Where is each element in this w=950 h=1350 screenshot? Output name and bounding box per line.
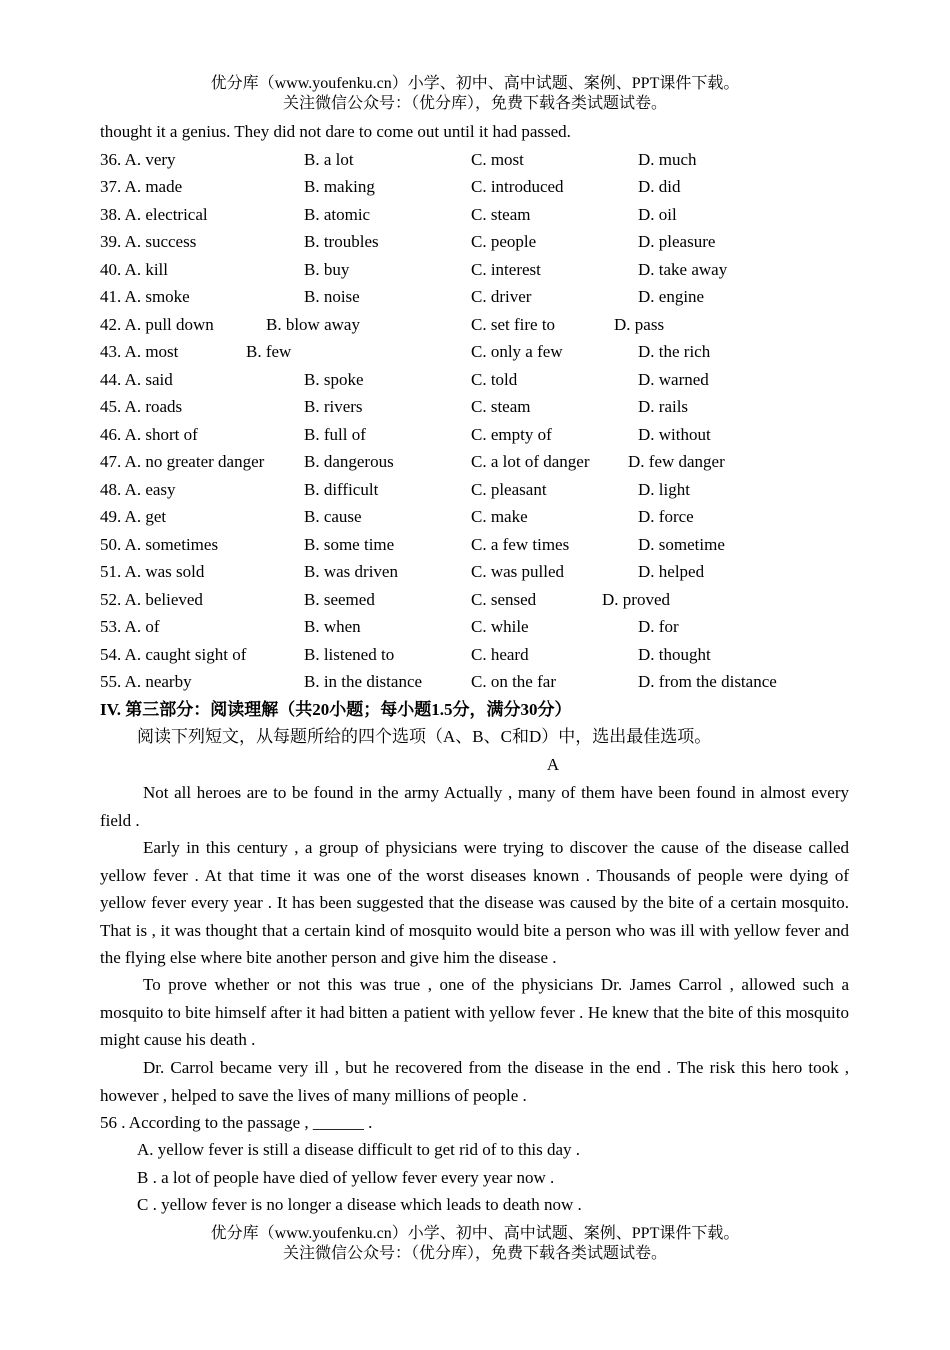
option-d: D. for [638, 617, 679, 636]
option-a: 42. A. pull down [100, 315, 214, 334]
option-b: B. making [304, 177, 375, 196]
option-d: D. force [638, 507, 694, 526]
option-b: B. listened to [304, 645, 395, 664]
option-d: D. sometime [638, 535, 725, 554]
option-b: B. buy [304, 260, 350, 279]
option-c: C. steam [471, 397, 531, 416]
option-c: C. most [471, 150, 524, 169]
option-d: D. did [638, 177, 681, 196]
option-c: C. told [471, 370, 518, 389]
option-a: 37. A. made [100, 177, 183, 196]
option-b: B. few [246, 342, 292, 361]
option-d: D. from the distance [638, 672, 777, 691]
footer-line-2: 关注微信公众号：（优分库），免费下载各类试题试卷。 [282, 1245, 667, 1262]
question-56-stem: 56 . According to the passage , ______ . [100, 1113, 373, 1132]
option-c: C. interest [471, 260, 541, 279]
passage-paragraph-2: Early in this century , a group of physicians were trying to discover the cause of the disease called yellow fever . At that time it was one of the worst diseases known . Thousands of people were dying of yellow fever every year . It has been suggested that the disease was caused by the bite of a certain mosquito. That is , it was thought that a certain kind of mosquito would bite a person who was ill with yellow fever and the flying else where bite another person and give him the disease . [100, 838, 849, 967]
option-a: 45. A. roads [100, 397, 183, 416]
question-56-option-a: A. yellow fever is still a disease difficult to get rid of to this day . [137, 1140, 581, 1159]
option-a: 50. A. sometimes [100, 535, 219, 554]
option-c: C. set fire to [471, 315, 556, 334]
option-b: B. in the distance [304, 672, 423, 691]
passage-label: A [546, 755, 560, 774]
option-b: B. blow away [266, 315, 360, 334]
option-a: 36. A. very [100, 150, 176, 169]
question-56-option-c: C . yellow fever is no longer a disease which leads to death now . [137, 1195, 582, 1214]
option-b: B. seemed [304, 590, 375, 609]
option-c: C. sensed [471, 590, 537, 609]
option-c: C. on the far [471, 672, 556, 691]
option-a: 40. A. kill [100, 260, 169, 279]
option-c: C. people [471, 232, 537, 251]
option-d: D. pleasure [638, 232, 716, 251]
option-d: D. light [638, 480, 690, 499]
passage-paragraph-3: To prove whether or not this was true , one of the physicians Dr. James Carrol , allowed such a mosquito to bite himself after it had bitten a patient with yellow fever . He knew that the bite of this mosquito might cause his death . [100, 975, 849, 1049]
option-a: 46. A. short of [100, 425, 198, 444]
section-title: IV. 第三部分：阅读理解（共20小题；每小题1.5分，满分30分） [100, 700, 572, 719]
option-d: D. engine [638, 287, 705, 306]
option-b: B. rivers [304, 397, 363, 416]
option-b: B. some time [304, 535, 395, 554]
option-a: 48. A. easy [100, 480, 176, 499]
option-d: D. pass [614, 315, 665, 334]
option-d: D. thought [638, 645, 711, 664]
option-a: 52. A. believed [100, 590, 203, 609]
option-d: D. oil [638, 205, 677, 224]
option-b: B. was driven [304, 562, 398, 581]
option-a: 53. A. of [100, 617, 160, 636]
option-b: B. when [304, 617, 361, 636]
option-c: C. was pulled [471, 562, 565, 581]
option-b: B. difficult [304, 480, 379, 499]
option-c: C. a lot of danger [471, 452, 590, 471]
option-a: 49. A. get [100, 507, 167, 526]
option-a: 54. A. caught sight of [100, 645, 247, 664]
question-56-option-b: B . a lot of people have died of yellow fever every year now . [137, 1168, 555, 1187]
option-d: D. few danger [628, 452, 725, 471]
option-b: B. atomic [304, 205, 371, 224]
option-d: D. the rich [638, 342, 711, 361]
option-d: D. proved [602, 590, 670, 609]
option-c: C. empty of [471, 425, 552, 444]
option-d: D. warned [638, 370, 709, 389]
passage-paragraph-4: Dr. Carrol became very ill , but he recovered from the disease in the end . The risk this hero took , however , helped to save the lives of many millions of people . [100, 1058, 849, 1105]
option-c: C. introduced [471, 177, 564, 196]
option-c: C. while [471, 617, 529, 636]
option-d: D. without [638, 425, 711, 444]
option-b: B. full of [304, 425, 366, 444]
continuation-line: thought it a genius. They did not dare to come out until it had passed. [100, 122, 571, 141]
option-a: 39. A. success [100, 232, 197, 251]
option-c: C. only a few [471, 342, 563, 361]
option-b: B. noise [304, 287, 360, 306]
option-a: 47. A. no greater danger [100, 452, 265, 471]
option-c: C. steam [471, 205, 531, 224]
option-a: 55. A. nearby [100, 672, 192, 691]
option-a: 44. A. said [100, 370, 173, 389]
option-d: D. much [638, 150, 697, 169]
footer-line-1: 优分库（www.youfenku.cn）小学、初中、高中试题、案例、PPT课件下载。 [210, 1225, 740, 1242]
option-c: C. make [471, 507, 528, 526]
passage-paragraph-1: Not all heroes are to be found in the army Actually , many of them have been found in almost every field . [100, 783, 849, 830]
option-b: B. spoke [304, 370, 364, 389]
header-line-1: 优分库（www.youfenku.cn）小学、初中、高中试题、案例、PPT课件下载。 [210, 75, 740, 92]
option-a: 41. A. smoke [100, 287, 190, 306]
option-b: B. dangerous [304, 452, 394, 471]
option-a: 43. A. most [100, 342, 179, 361]
option-b: B. troubles [304, 232, 379, 251]
option-d: D. take away [638, 260, 728, 279]
option-a: 51. A. was sold [100, 562, 205, 581]
option-c: C. heard [471, 645, 529, 664]
header-line-2: 关注微信公众号：（优分库），免费下载各类试题试卷。 [282, 95, 667, 112]
option-b: B. cause [304, 507, 362, 526]
option-c: C. driver [471, 287, 532, 306]
option-d: D. rails [638, 397, 689, 416]
option-c: C. pleasant [471, 480, 547, 499]
option-d: D. helped [638, 562, 705, 581]
section-instruction: 阅读下列短文，从每题所给的四个选项（A、B、C和D）中，选出最佳选项。 [137, 727, 712, 746]
option-a: 38. A. electrical [100, 205, 208, 224]
option-c: C. a few times [471, 535, 570, 554]
option-b: B. a lot [304, 150, 354, 169]
